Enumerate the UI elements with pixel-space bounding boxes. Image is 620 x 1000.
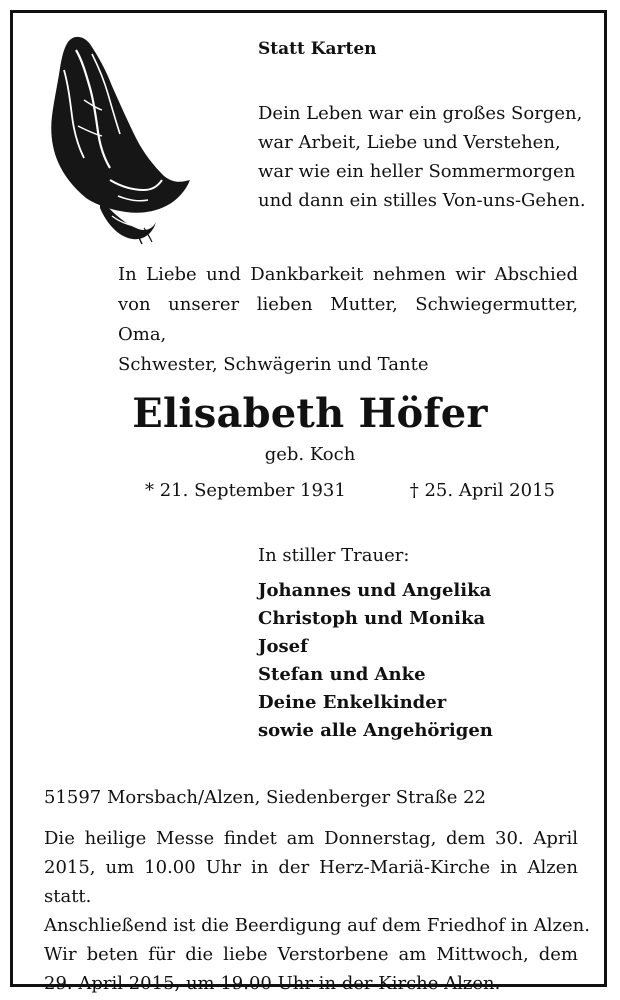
- praying-hands-icon: [40, 30, 190, 245]
- deceased-name: Elisabeth Höfer: [132, 390, 488, 437]
- family-address: 51597 Morsbach/Alzen, Siedenberger Straße 22: [44, 787, 487, 808]
- poem: [258, 99, 586, 215]
- mourner-entry: Stefan und Anke: [258, 664, 426, 685]
- service-info: [44, 824, 590, 998]
- intro-line: von unserer lieben Mutter, Schwiegermutter, Oma,: [118, 294, 578, 345]
- service-line: Die heilige Messe findet am Donnerstag, dem 30. April: [44, 828, 578, 849]
- mourning-label: In stiller Trauer:: [258, 545, 410, 566]
- birth-date: * 21. September 1931: [145, 480, 346, 501]
- mourners-list: [258, 577, 493, 745]
- maiden-name: geb. Koch: [264, 444, 356, 465]
- intro-line: Schwester, Schwägerin und Tante: [118, 354, 429, 375]
- service-line: Anschließend ist die Beerdigung auf dem Friedhof in Alzen.: [44, 915, 590, 936]
- mourner-entry: Christoph und Monika: [258, 608, 486, 629]
- mourner-entry: Deine Enkelkinder: [258, 692, 447, 713]
- mourner-entry: Josef: [258, 636, 308, 657]
- intro-line: In Liebe und Dankbarkeit nehmen wir Abschied: [118, 264, 578, 285]
- service-line: Wir beten für die liebe Verstorbene am Mittwoch, dem: [44, 944, 578, 965]
- poem-line: war Arbeit, Liebe und Verstehen,: [258, 132, 561, 153]
- death-date: † 25. April 2015: [409, 480, 555, 501]
- statt-karten-heading: Statt Karten: [258, 39, 377, 59]
- mourner-entry: Johannes und Angelika: [258, 580, 492, 601]
- poem-line: war wie ein heller Sommermorgen: [258, 161, 576, 182]
- service-line: 29. April 2015, um 19.00 Uhr in der Kirche Alzen.: [44, 973, 501, 994]
- life-dates: [145, 480, 555, 501]
- intro-text: [118, 260, 578, 380]
- poem-line: und dann ein stilles Von-uns-Gehen.: [258, 190, 586, 211]
- poem-line: Dein Leben war ein großes Sorgen,: [258, 103, 583, 124]
- service-line: 2015, um 10.00 Uhr in der Herz-Mariä-Kirche in Alzen statt.: [44, 857, 578, 907]
- mourner-entry: sowie alle Angehörigen: [258, 720, 493, 741]
